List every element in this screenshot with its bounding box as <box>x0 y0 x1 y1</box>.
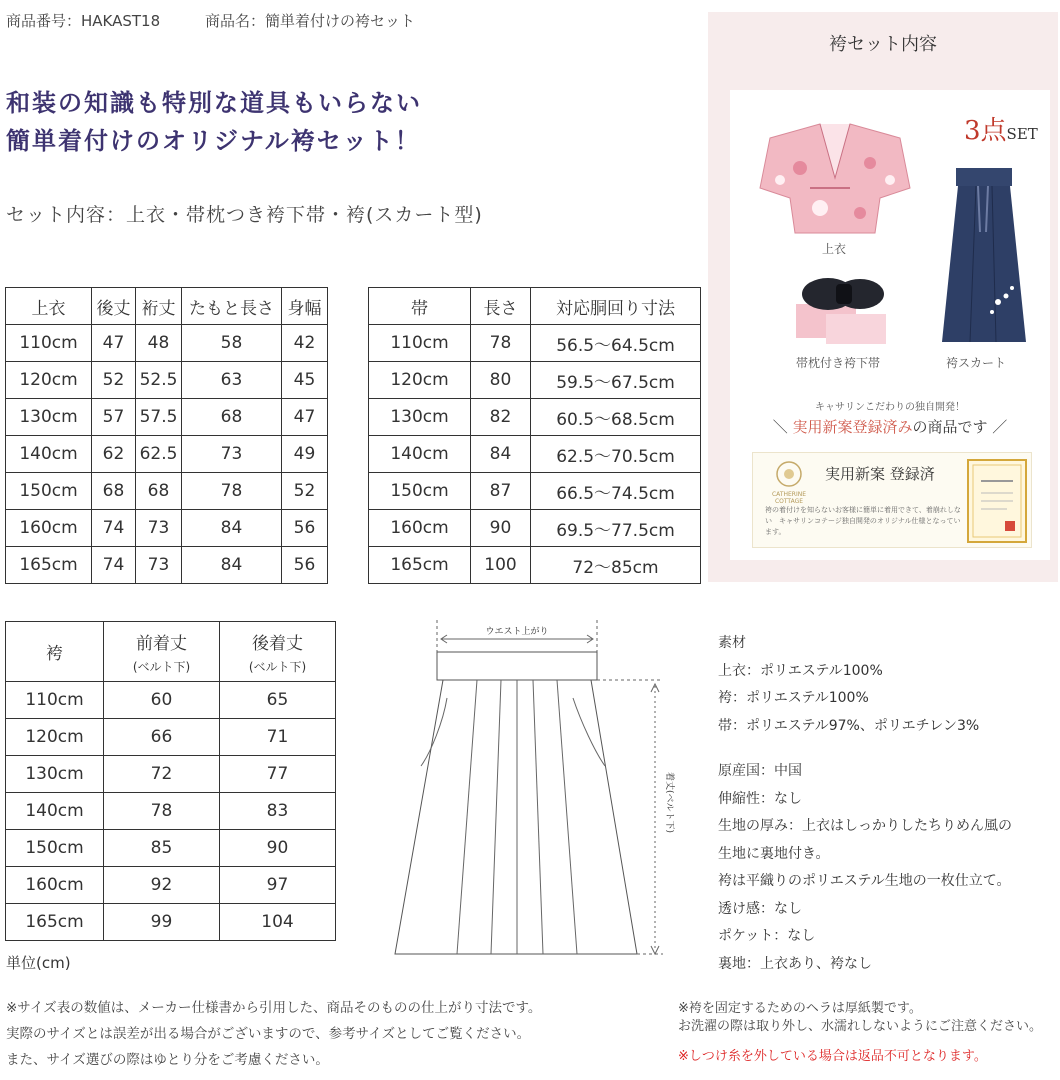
size-cell: 110cm <box>6 682 104 719</box>
certificate-image <box>967 459 1027 543</box>
table-header-row <box>6 622 336 682</box>
table-row <box>6 793 336 830</box>
size-cell: 140cm <box>369 436 471 473</box>
headline-line2: 簡単着付けのオリジナル袴セット！ <box>6 126 421 155</box>
table-row <box>6 719 336 756</box>
value-cell: 66 <box>104 719 220 756</box>
table-row <box>6 473 328 510</box>
value-cell: 78 <box>471 325 531 362</box>
value-cell: 57.5 <box>136 399 182 436</box>
note-line: また、サイズ選びの際はゆとり分をご考慮ください。 <box>6 1052 329 1068</box>
table-header-row <box>369 288 701 325</box>
table-row <box>369 510 701 547</box>
table-row <box>369 473 701 510</box>
size-cell: 150cm <box>6 473 92 510</box>
value-cell: 90 <box>471 510 531 547</box>
value-cell: 72 <box>104 756 220 793</box>
size-cell: 160cm <box>6 867 104 904</box>
value-cell: 47 <box>282 399 328 436</box>
crest-icon <box>774 459 804 489</box>
value-cell: 62.5〜70.5cm <box>531 436 701 473</box>
utility-prefix: ＼ <box>772 418 793 436</box>
value-cell: 73 <box>136 510 182 547</box>
table-row <box>369 436 701 473</box>
care-line: お洗濯の際は取り外し、水濡れしないようにご注意ください。 <box>678 1019 1043 1034</box>
table-header <box>104 622 220 682</box>
set-badge-label: SET <box>1006 125 1038 143</box>
set-badge-number: 3点 <box>964 116 1007 146</box>
headline <box>6 84 422 160</box>
panel-inner <box>730 90 1050 560</box>
utility-model-line <box>730 416 1050 437</box>
size-cell: 165cm <box>6 904 104 941</box>
material-hakama: 袴：ポリエステル100% <box>718 690 869 706</box>
cert-text: 袴の着付けを知らないお客様に簡単に着用できて、着崩れしない キャサリンコテージ独自開発のオリジナル仕様となっています。 <box>765 506 961 536</box>
size-cell: 120cm <box>6 719 104 756</box>
size-cell: 130cm <box>6 399 92 436</box>
value-cell: 82 <box>471 399 531 436</box>
note-line: 実際のサイズとは誤差が出る場合がございますので、参考サイズとしてご覧ください。 <box>6 1026 531 1042</box>
top-size-table <box>5 287 328 584</box>
value-cell: 68 <box>182 399 282 436</box>
materials-heading: 素材 <box>718 635 746 651</box>
table-row <box>6 904 336 941</box>
value-cell: 71 <box>220 719 336 756</box>
value-cell: 68 <box>136 473 182 510</box>
value-cell: 56 <box>282 510 328 547</box>
table-row <box>369 362 701 399</box>
label-skirt: 袴スカート <box>946 356 1007 370</box>
value-cell: 77 <box>220 756 336 793</box>
value-cell: 78 <box>182 473 282 510</box>
obi-image <box>788 270 898 350</box>
value-cell: 68 <box>92 473 136 510</box>
value-cell: 49 <box>282 436 328 473</box>
value-cell: 84 <box>471 436 531 473</box>
value-cell: 42 <box>282 325 328 362</box>
note-line: ※サイズ表の数値は、メーカー仕様書から引用した、商品そのものの仕上がり寸法です。 <box>6 1000 542 1016</box>
hakama-skirt-image <box>936 162 1032 352</box>
value-cell: 52 <box>92 362 136 399</box>
label-top: 上衣 <box>822 242 847 256</box>
size-cell: 110cm <box>369 325 471 362</box>
product-name: 商品名：簡単着付けの袴セット <box>204 12 415 30</box>
size-cell: 165cm <box>6 547 92 584</box>
cert-title: 実用新案 登録済 <box>825 465 935 483</box>
cert-logo <box>759 459 819 505</box>
value-cell: 74 <box>92 547 136 584</box>
value-cell: 48 <box>136 325 182 362</box>
original-note: キャサリンこだわりの独自開発！ <box>815 402 965 413</box>
table-header: 後丈 <box>92 288 136 325</box>
size-cell: 140cm <box>6 436 92 473</box>
table-row <box>6 547 328 584</box>
return-warning: ※しつけ糸を外している場合は返品不可となります。 <box>678 1049 987 1064</box>
table-header: 袴 <box>6 622 104 682</box>
unit-label: 単位(cm) <box>6 954 71 972</box>
table-row <box>369 325 701 362</box>
table-header-sub: (ベルト下) <box>248 659 307 674</box>
value-cell: 73 <box>136 547 182 584</box>
headline-line1: 和装の知識も特別な道具もいらない <box>6 88 422 117</box>
pocket: ポケット：なし <box>718 928 816 944</box>
value-cell: 73 <box>182 436 282 473</box>
size-cell: 160cm <box>369 510 471 547</box>
thickness-line: 生地に裏地付き。 <box>718 845 830 862</box>
value-cell: 74 <box>92 510 136 547</box>
length-label: 着丈(ベルト下) <box>664 772 674 834</box>
size-cell: 150cm <box>369 473 471 510</box>
cert-logo-text: CATHERINE COTTAGE <box>771 491 806 505</box>
value-cell: 85 <box>104 830 220 867</box>
table-row <box>6 436 328 473</box>
label-obi: 帯枕付き袴下帯 <box>796 356 881 370</box>
size-cell: 140cm <box>6 793 104 830</box>
table-row <box>369 547 701 584</box>
value-cell: 47 <box>92 325 136 362</box>
table-header: 対応胴回り寸法 <box>531 288 701 325</box>
value-cell: 60 <box>104 682 220 719</box>
table-header: 身幅 <box>282 288 328 325</box>
obi-size-table <box>368 287 701 584</box>
utility-registered: 実用新案登録済み <box>792 418 913 436</box>
value-cell: 59.5〜67.5cm <box>531 362 701 399</box>
size-cell: 150cm <box>6 830 104 867</box>
size-cell: 120cm <box>6 362 92 399</box>
value-cell: 52.5 <box>136 362 182 399</box>
size-cell: 110cm <box>6 325 92 362</box>
care-line: ※袴を固定するためのヘラは厚紙製です。 <box>678 1001 922 1016</box>
table-row <box>6 867 336 904</box>
waist-label: ウエスト上がり <box>485 627 549 637</box>
materials-info <box>718 630 1012 978</box>
table-header-label: 前着丈 <box>136 633 187 654</box>
value-cell: 69.5〜77.5cm <box>531 510 701 547</box>
value-cell: 84 <box>182 510 282 547</box>
value-cell: 97 <box>220 867 336 904</box>
product-number: 商品番号：HAKAST18 <box>6 12 161 30</box>
care-notes <box>678 1000 1042 1066</box>
table-header: たもと長さ <box>182 288 282 325</box>
value-cell: 84 <box>182 547 282 584</box>
value-cell: 90 <box>220 830 336 867</box>
table-header-label: 後着丈 <box>252 633 303 654</box>
table-header: 上衣 <box>6 288 92 325</box>
table-row <box>6 756 336 793</box>
value-cell: 100 <box>471 547 531 584</box>
set-contents: セット内容：上衣・帯枕つき袴下帯・袴(スカート型) <box>6 204 483 226</box>
value-cell: 72〜85cm <box>531 547 701 584</box>
table-row <box>6 362 328 399</box>
utility-suffix: の商品です ／ <box>912 418 1008 436</box>
size-cell: 120cm <box>369 362 471 399</box>
product-header <box>6 10 415 31</box>
material-obi: 帯：ポリエステル97%、ポリエチレン3% <box>718 717 980 734</box>
table-header-sub: (ベルト下) <box>132 659 191 674</box>
panel-title: 袴セット内容 <box>829 34 937 55</box>
table-header <box>220 622 336 682</box>
size-notes <box>6 995 541 1073</box>
value-cell: 60.5〜68.5cm <box>531 399 701 436</box>
value-cell: 99 <box>104 904 220 941</box>
table-header: 裄丈 <box>136 288 182 325</box>
value-cell: 45 <box>282 362 328 399</box>
origin: 原産国：中国 <box>718 763 802 779</box>
table-row <box>6 510 328 547</box>
value-cell: 63 <box>182 362 282 399</box>
set-contents-panel <box>708 12 1058 582</box>
value-cell: 65 <box>220 682 336 719</box>
table-row <box>6 682 336 719</box>
size-cell: 165cm <box>369 547 471 584</box>
value-cell: 78 <box>104 793 220 830</box>
value-cell: 83 <box>220 793 336 830</box>
size-cell: 130cm <box>369 399 471 436</box>
stretch: 伸縮性：なし <box>718 790 802 807</box>
certificate-box <box>752 452 1032 548</box>
thickness-line: 袴は平織りのポリエステル生地の一枚仕立て。 <box>718 873 1011 889</box>
size-cell: 130cm <box>6 756 104 793</box>
kimono-top-image <box>750 118 920 238</box>
value-cell: 52 <box>282 473 328 510</box>
thickness-line: 生地の厚み：上衣はしっかりしたちりめん風の <box>718 818 1012 834</box>
value-cell: 56 <box>282 547 328 584</box>
table-row <box>369 399 701 436</box>
value-cell: 56.5〜64.5cm <box>531 325 701 362</box>
hakama-size-table <box>5 621 336 941</box>
value-cell: 62.5 <box>136 436 182 473</box>
size-cell: 160cm <box>6 510 92 547</box>
table-header: 長さ <box>471 288 531 325</box>
lining: 裏地：上衣あり、袴なし <box>718 955 872 972</box>
material-top: 上衣：ポリエステル100% <box>718 662 883 679</box>
hakama-diagram <box>385 612 685 962</box>
value-cell: 92 <box>104 867 220 904</box>
table-row <box>6 325 328 362</box>
value-cell: 62 <box>92 436 136 473</box>
sheer: 透け感：なし <box>718 900 802 917</box>
value-cell: 57 <box>92 399 136 436</box>
table-header-row <box>6 288 328 325</box>
table-row <box>6 399 328 436</box>
value-cell: 58 <box>182 325 282 362</box>
value-cell: 66.5〜74.5cm <box>531 473 701 510</box>
set-badge <box>964 110 1038 147</box>
value-cell: 80 <box>471 362 531 399</box>
value-cell: 104 <box>220 904 336 941</box>
table-header: 帯 <box>369 288 471 325</box>
table-row <box>6 830 336 867</box>
value-cell: 87 <box>471 473 531 510</box>
